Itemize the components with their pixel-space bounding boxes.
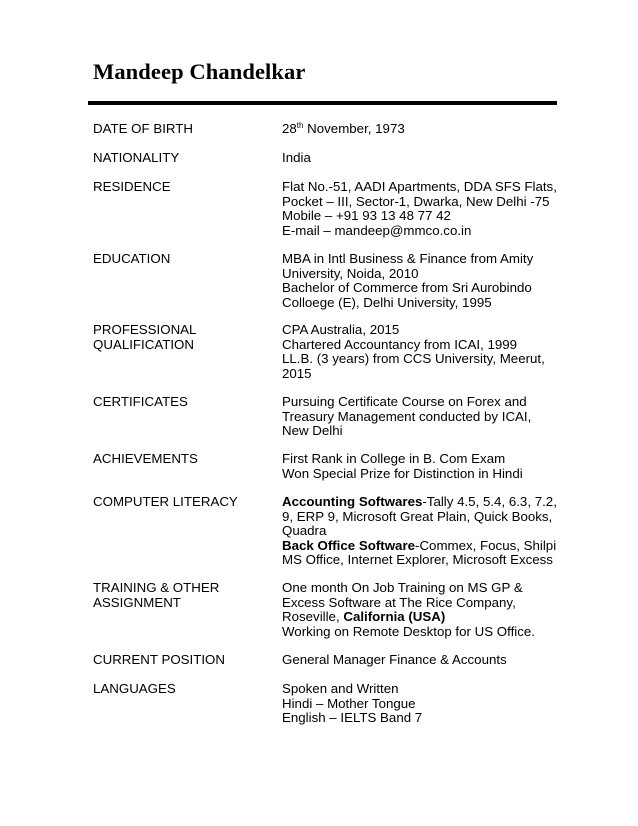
value-line xyxy=(282,494,557,510)
email-line: E-mail – mandeep@mmco.co.in xyxy=(282,222,472,238)
value-line: Mobile – +91 93 13 48 77 42 xyxy=(282,208,451,224)
value-line: 9, ERP 9, Microsoft Great Plain, Quick Books, xyxy=(282,508,553,524)
value-line: General Manager Finance & Accounts xyxy=(282,652,507,667)
section-value xyxy=(282,494,557,568)
value-line: Bachelor of Commerce from Sri Aurobindo xyxy=(282,280,532,296)
section-value xyxy=(282,395,552,439)
candidate-name: Mandeep Chandelkar xyxy=(93,59,306,84)
value-line: One month On Job Training on MS GP & xyxy=(282,580,523,595)
value-line: English – IELTS Band 7 xyxy=(282,710,423,726)
accounting-software-heading: Accounting Softwares xyxy=(282,494,423,509)
section-label xyxy=(93,581,273,610)
dob-value xyxy=(282,122,552,137)
value-line: MS Office, Internet Explorer, Microsoft Excess xyxy=(282,552,553,568)
dob-day-suffix: th xyxy=(296,121,304,130)
label-line: QUALIFICATION xyxy=(93,336,194,352)
value-line xyxy=(282,537,557,554)
section-label: DATE OF BIRTH xyxy=(93,121,193,136)
section-value xyxy=(282,682,552,726)
dob-day: 28 xyxy=(282,121,297,136)
label-line: TRAINING & OTHER xyxy=(93,580,220,595)
value-line: Treasury Management conducted by ICAI, xyxy=(282,408,532,424)
value-line: India xyxy=(282,150,311,165)
value-line: Flat No.-51, AADI Apartments, DDA SFS Flats, xyxy=(282,179,557,194)
section-label: COMPUTER LITERACY xyxy=(93,494,238,509)
value-line xyxy=(282,610,552,625)
value-line: Pocket – III, Sector-1, Dwarka, New Delhi -75 xyxy=(282,193,550,209)
accounting-software-list: -Tally 4.5, 5.4, 6.3, 7.2, xyxy=(422,494,557,509)
value-line: University, Noida, 2010 xyxy=(282,265,419,281)
section-value xyxy=(282,179,557,238)
value-line: Won Special Prize for Distinction in Hindi xyxy=(282,465,523,481)
value-line: Chartered Accountancy from ICAI, 1999 xyxy=(282,336,518,352)
value-line: New Delhi xyxy=(282,423,343,439)
section-label: CERTIFICATES xyxy=(93,394,188,409)
value-line: Spoken and Written xyxy=(282,681,399,696)
section-value xyxy=(282,151,552,166)
section-label: LANGUAGES xyxy=(93,681,176,696)
value-line: Working on Remote Desktop for US Office. xyxy=(282,623,535,639)
back-office-software-list: -Commex, Focus, Shilpi xyxy=(415,537,557,553)
section-label: ACHIEVEMENTS xyxy=(93,451,198,466)
section-label xyxy=(93,323,273,352)
section-value xyxy=(282,452,552,481)
dob-month-year: November, 1973 xyxy=(303,121,405,136)
value-line: Pursuing Certificate Course on Forex and xyxy=(282,394,527,409)
value-line: Quadra xyxy=(282,523,327,539)
label-line: ASSIGNMENT xyxy=(93,594,181,610)
back-office-software-heading: Back Office Software xyxy=(282,537,416,553)
section-label: NATIONALITY xyxy=(93,150,180,165)
location-bold: California (USA) xyxy=(343,609,446,625)
section-value xyxy=(282,252,552,310)
value-line: LL.B. (3 years) from CCS University, Meerut, xyxy=(282,351,545,367)
section-value xyxy=(282,653,552,668)
section-value xyxy=(282,581,552,639)
location-prefix: Roseville, xyxy=(282,609,344,625)
section-value xyxy=(282,122,552,137)
value-line: Hindi – Mother Tongue xyxy=(282,695,416,711)
section-label: CURRENT POSITION xyxy=(93,652,225,667)
value-line: MBA in Intl Business & Finance from Amity xyxy=(282,251,534,266)
label-line: PROFESSIONAL xyxy=(93,322,197,337)
section-label: EDUCATION xyxy=(93,251,171,266)
header-divider xyxy=(88,101,557,105)
value-line: Colloege (E), Delhi University, 1995 xyxy=(282,294,492,310)
section-value xyxy=(282,323,552,381)
value-line: 2015 xyxy=(282,365,312,381)
value-line: CPA Australia, 2015 xyxy=(282,322,400,337)
value-line: Excess Software at The Rice Company, xyxy=(282,594,516,610)
section-label: RESIDENCE xyxy=(93,179,171,194)
value-line: First Rank in College in B. Com Exam xyxy=(282,451,506,466)
